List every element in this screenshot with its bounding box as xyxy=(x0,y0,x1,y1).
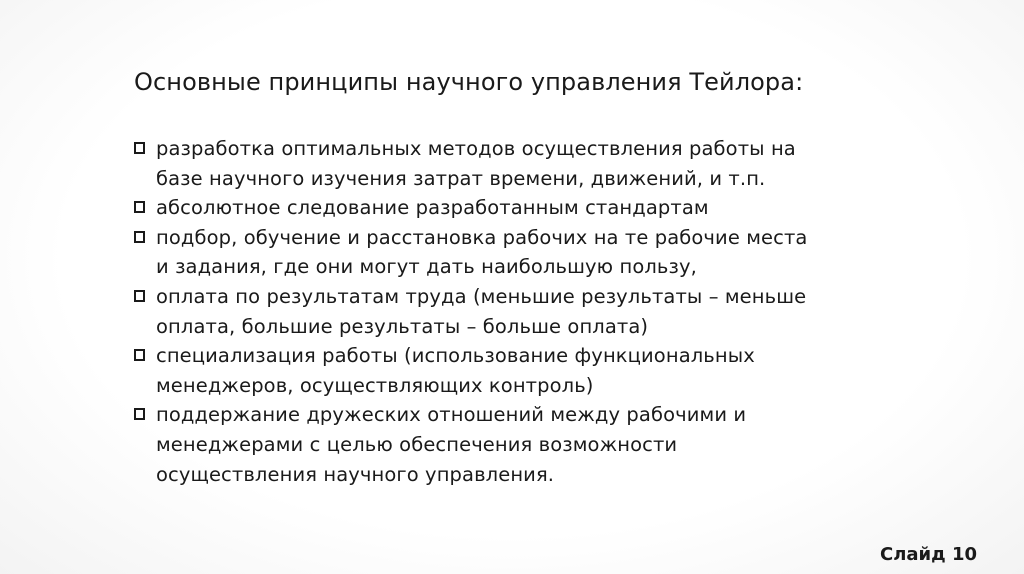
checkbox-square-icon xyxy=(134,142,145,154)
checkbox-square-icon xyxy=(134,349,145,361)
bullet-text-line: менеджерами с целью обеспечения возможности xyxy=(156,432,678,456)
slide-number: Слайд 10 xyxy=(880,544,978,565)
bullet-text-line: осуществления научного управления. xyxy=(156,462,555,486)
bullet-item xyxy=(134,193,914,223)
bullet-text-line: оплата, большие результаты – больше оплата) xyxy=(156,314,649,338)
checkbox-square-icon xyxy=(134,408,145,420)
bullet-text-line: абсолютное следование разработанным стандартам xyxy=(156,196,709,220)
checkbox-square-icon xyxy=(134,201,145,213)
checkbox-square-icon xyxy=(134,231,145,243)
bullet-item xyxy=(134,341,914,400)
bullet-text-line: оплата по результатам труда (меньшие результаты – меньше xyxy=(156,284,807,308)
bullet-text-line: менеджеров, осуществляющих контроль) xyxy=(156,373,594,397)
bullet-list xyxy=(134,134,914,489)
bullet-text-line: разработка оптимальных методов осуществления работы на xyxy=(156,137,796,160)
bullet-text-line: базе научного изучения затрат времени, движений, и т.п. xyxy=(156,166,766,190)
checkbox-square-icon xyxy=(134,290,145,302)
bullet-text-line: подбор, обучение и расстановка рабочих на те рабочие места xyxy=(156,225,808,249)
bullet-text-line: специализация работы (использование функциональных xyxy=(156,344,755,368)
bullet-item xyxy=(134,134,914,193)
bullet-item xyxy=(134,282,914,341)
bullet-item xyxy=(134,400,914,489)
bullet-text-line: и задания, где они могут дать наибольшую пользу, xyxy=(156,255,697,279)
slide-title: Основные принципы научного управления Тейлора: xyxy=(134,68,804,96)
bullet-text-line: поддержание дружеских отношений между рабочими и xyxy=(156,403,747,427)
bullet-item xyxy=(134,223,914,282)
